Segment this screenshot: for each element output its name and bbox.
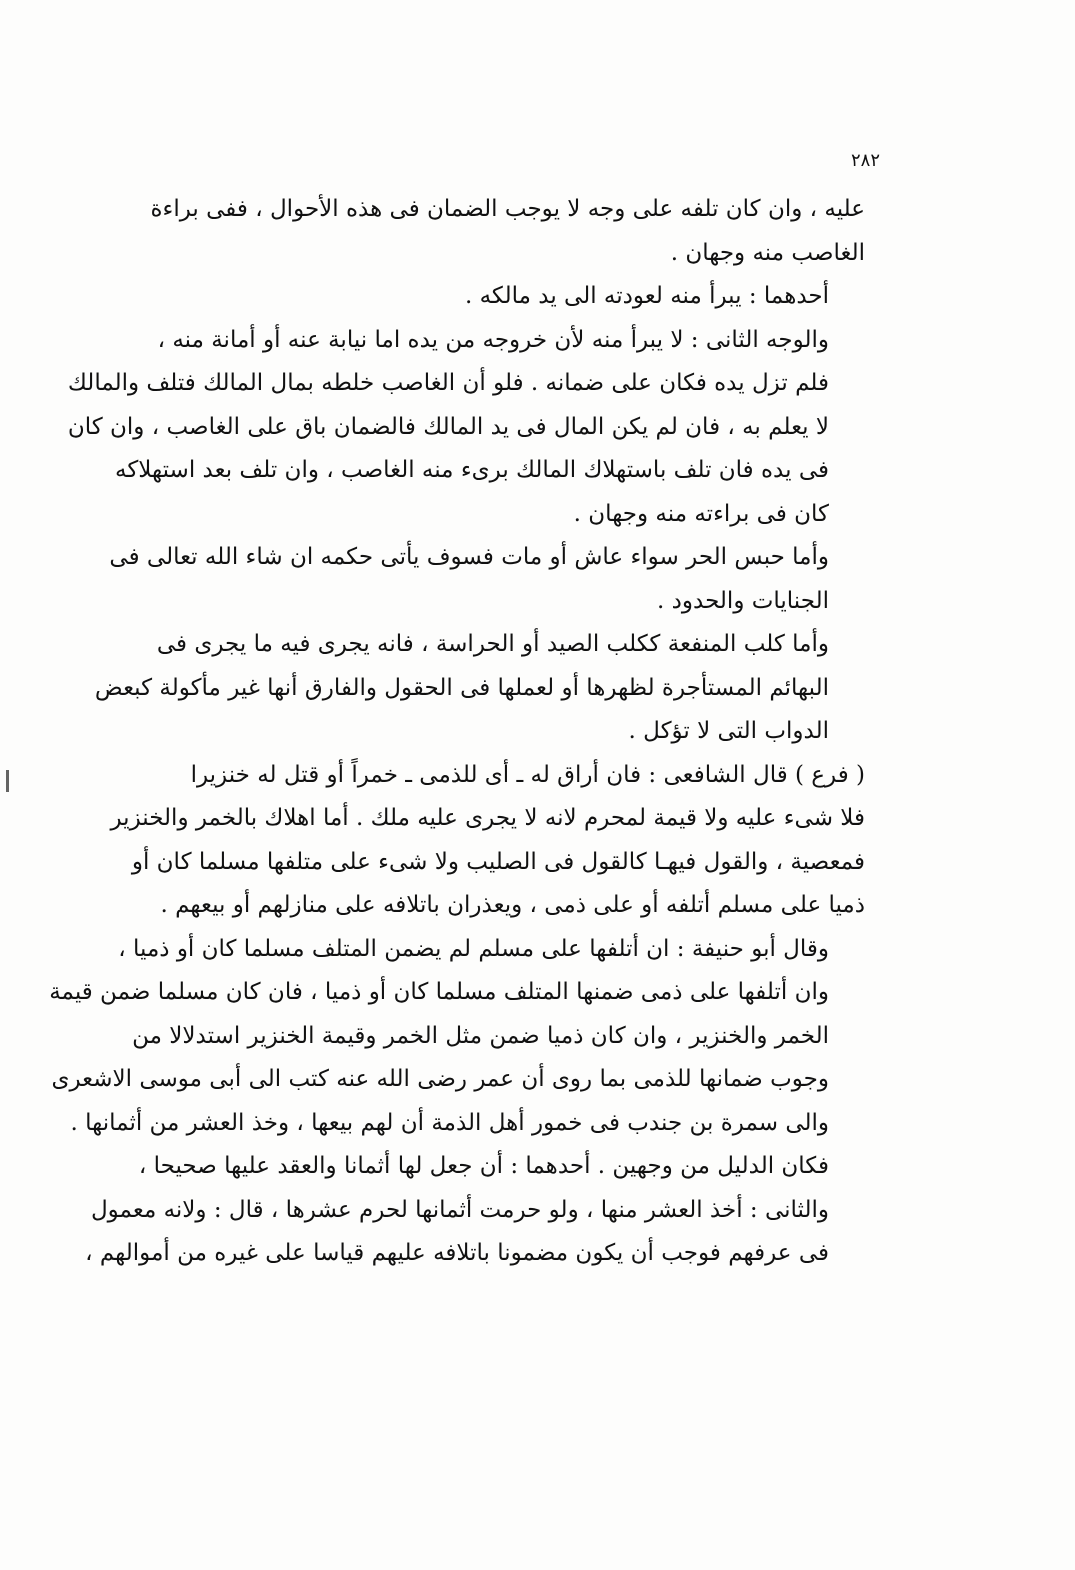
body-text [49,188,865,1276]
text-line: ( فرع ) قال الشافعى : فان أراق له ـ أى للذمى ـ خمراً أو قتل له خنزيرا [190,761,865,788]
text-line: الغاصب منه وجهان . [670,239,865,266]
text-line: عليه ، وان كان تلفه على وجه لا يوجب الضمان فى هذه الأحوال ، ففى براءة [150,196,865,222]
text-line: والوجه الثانى : لا يبرأ منه لأن خروجه من يده اما نيابة عنه أو أمانة منه ، [157,326,829,353]
text-line: وأما حبس الحر سواء عاش أو مات فسوف يأتى حكمه ان شاء الله تعالى فى [109,544,829,570]
text-line: فلا شىء عليه ولا قيمة لمحرم لانه لا يجرى عليه ملك . أما اهلاك بالخمر والخنزير [110,805,865,831]
text-line: كان فى براءته منه وجهان . [573,500,829,527]
text-line: فى يده فان تلف باستهلاك المالك برىء منه الغاصب ، وان تلف بعد استهلاكه [115,457,829,483]
scan-edge-mark [6,770,9,792]
text-line: وأما كلب المنفعة ككلب الصيد أو الحراسة ، فانه يجرى فيه ما يجرى فى [156,631,829,657]
text-line: وقال أبو حنيفة : ان أتلفها على مسلم لم يضمن المتلف مسلما كان أو ذميا ، [118,935,829,962]
page-number: ٢٨٢ [850,150,880,171]
text-line: وان أتلفها على ذمى ضمنها المتلف مسلما كان أو ذميا ، فان كان مسلما ضمن قيمة [49,979,829,1005]
paragraph [109,536,865,623]
text-line: البهائم المستأجرة لظهرها أو لعملها فى الحقول والفارق أنها غير مأكولة كبعض [94,674,829,701]
paragraph [49,928,865,1146]
paragraph [94,623,865,754]
text-line: فلم تزل يده فكان على ضمانه . فلو أن الغاصب خلطه بمال المالك فتلف والمالك [67,370,829,396]
paragraph [110,754,865,928]
text-line: لا يعلم به ، فان لم يكن المال فى يد المالك فالضمان باق على الغاصب ، وان كان [67,413,829,440]
text-line: الدواب التى لا تؤكل . [628,718,829,744]
text-line: فى عرفهم فوجب أن يكون مضمونا باتلافه عليهم قياسا على غيره من أموالهم ، [85,1240,829,1266]
text-line: أحدهما : يبرأ منه لعودته الى يد مالكه . [464,283,829,309]
paragraph [67,319,865,537]
paragraph [130,188,865,275]
paragraph [130,275,865,319]
text-line: والى سمرة بن جندب فى خمور أهل الذمة أن لهم بيعها ، وخذ العشر من أثمانها . [70,1109,829,1136]
text-line: فكان الدليل من وجهين . أحدهما : أن جعل لها أثمانا والعقد عليها صحيحا ، [138,1153,829,1179]
text-line: ذميا على مسلم أتلفه أو على ذمى ، ويعذران باتلافه على منازلهم أو بيعهم . [160,892,865,918]
text-line: والثانى : أخذ العشر منها ، ولو حرمت أثمانها لحرم عشرها ، قال : ولانه معمول [90,1196,829,1223]
text-line: الجنايات والحدود . [657,587,829,614]
text-line: الخمر والخنزير ، وان كان ذميا ضمن مثل الخمر وقيمة الخنزير استدلالا من [132,1022,829,1049]
text-line: وجوب ضمانها للذمى بما روى أن عمر رضى الله عنه كتب الى أبى موسى الاشعرى [51,1066,829,1092]
text-line: فمعصية ، والقول فيهـا كالقول فى الصليب ولا شىء على متلفها مسلما كان أو [131,848,865,875]
paragraph [85,1145,865,1276]
